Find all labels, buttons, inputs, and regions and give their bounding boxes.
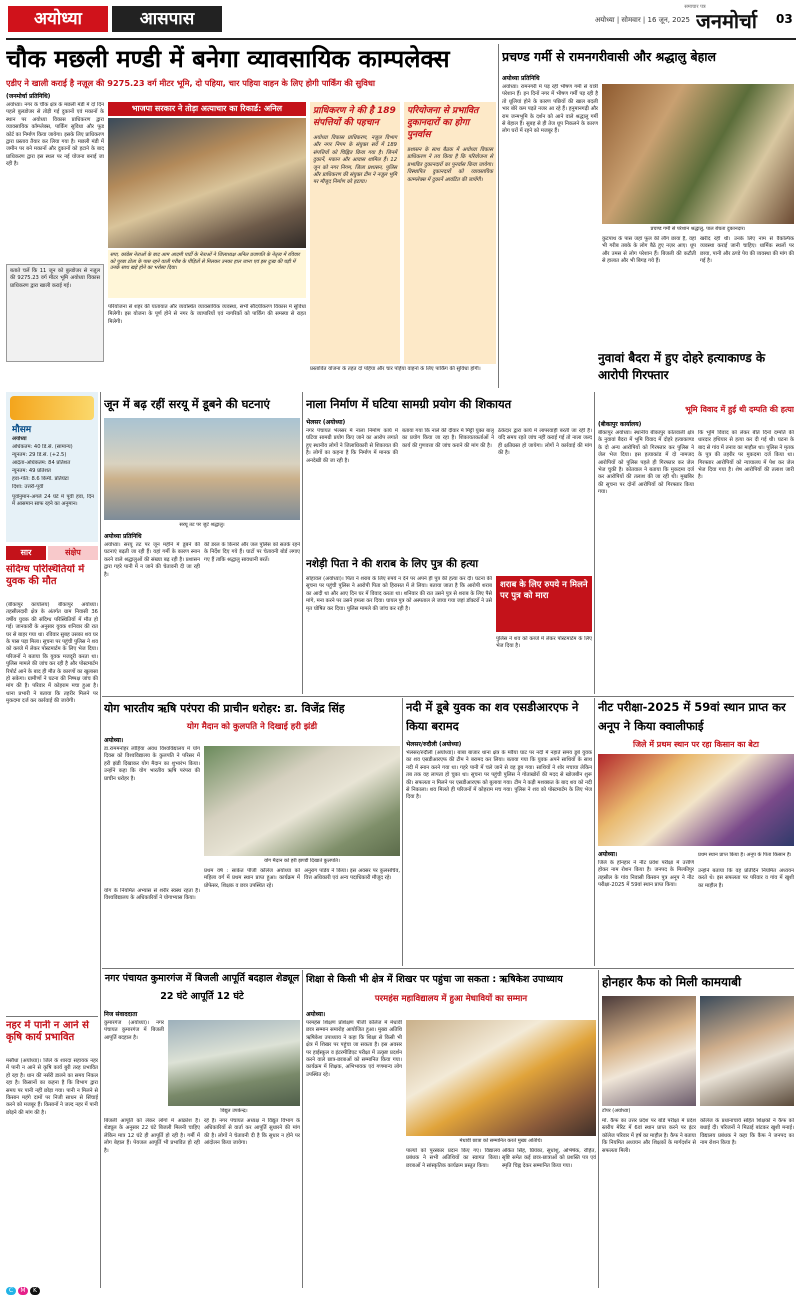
lead-photo-caption: सपा, कांग्रेस नेताओं के बाद आम आदमी पार्टी के नेताओं ने जिलाध्यक्ष अनिल प्रजापति के नेतृत्व में रविवार को पूरबा टोला के पास रहने वाली गरीब के पीड़ितों से मिलकर उनका हाल जाना एवं इस दुःख की घड़ी में उनके साथ खड़े होने का भरोसा दिया। <box>108 250 306 298</box>
briefs-tag-right: संक्षेप <box>48 546 98 560</box>
story-father-callout-text: शराब के लिए रुपये न मिलने पर पुत्र को मारा <box>500 580 588 601</box>
story-power-photo <box>168 1020 300 1106</box>
divider-mid2 <box>594 392 595 694</box>
masthead <box>0 0 800 40</box>
story-murder-col2: कि भूमि विवाद को लेकर बीते दिनों दम्पति की धारदार हथियार से हत्या कर दी गई थी। घटना के बाद से गांव में तनाव का माहौल था। पुलिस ने मृतक के पुत्र की तहरीर पर मुकदमा दर्ज किया था। गिरफ्तार आरोपियों को न्यायालय में पेश कर जेल भेज दिया गया है। शेष आरोपियों की तलाश जारी है। <box>698 430 794 481</box>
story-drain-col1: नगर पंचायत भेलसर में नाला निर्माण कार्य में घटिया सामग्री प्रयोग किए जाने का आरोप लगाते हुए स्थानीय लोगों ने जिलाधिकारी से शिकायत की है। लोगों का कहना है कि निर्माण में मानक की अनदेखी की जा रही है। <box>306 428 398 464</box>
story-education-headline: शिक्षा से किसी भी क्षेत्र में शिखर पर पहुंचा जा सकता : ऋषिकेश उपाध्याय <box>306 974 563 985</box>
story-heat-headline: प्रचण्ड गर्मी से रामनगरीवासी और श्रद्धालु बेहाल <box>502 49 716 64</box>
story-drown-headline: नदी में डूबे युवक का शव एसडीआरएफ ने किया बरामद <box>406 700 579 733</box>
lead-byline: (जनमोर्चा प्रतिनिधि) <box>6 93 51 100</box>
masthead-rule <box>6 38 796 40</box>
story-father-headline: नशेड़ी पिता ने की शराब के लिए पुत्र की हत्या <box>306 558 479 570</box>
briefs-tag <box>6 546 98 560</box>
divider-mid4 <box>594 698 595 966</box>
brief2-body: मसौधा (अयोध्या)। जिले के शारदा सहायक नहर में पानी न आने से कृषि कार्य बुरी तरह प्रभावित हो रहा है। धान की नर्सरी डालने का समय निकल रहा है। किसानों का कहना है कि विभाग द्वारा समय पर पानी नहीं छोड़ा गया। पानी न मिलने से किसान महंगे दामों पर निजी साधन से सिंचाई करने को मजबूर हैं। किसानों ने जल्द नहर में पानी छोड़ने की मांग की है। <box>6 1058 98 1116</box>
brief1-body: (बीकापुर कार्यालय) बीकापुर अयोध्या। तहसीलदारी क्षेत्र के अंतर्गत ग्राम निवासी 36 वर्षीय युवक की संदिग्ध परिस्थितियों में मौत हो गई। जानकारी के अनुसार युवक शनिवार की रात घर से बाहर गया था। रविवार सुबह उसका शव घर के पास पड़ा मिला। सूचना पर पहुंची पुलिस ने शव को कब्जे में लेकर पोस्टमार्टम के लिए भेज दिया। परिजनों ने बताया कि युवक मजदूरी करता था। पुलिस मामले की जांच कर रही है और पोस्टमार्टम रिपोर्ट आने के बाद ही मौत के कारणों का खुलासा हो सकेगा। ग्रामीणों ने घटना की निष्पक्ष जांच की मांग की है। परिवार में कोहराम मचा हुआ है। थाना प्रभारी ने बताया कि तहरीर मिलने पर मुकदमा दर्ज कर कार्रवाई की जायेगी। <box>6 602 98 705</box>
story-drain <box>306 392 592 552</box>
divider-mid1 <box>302 392 303 694</box>
divider-left <box>100 392 101 1288</box>
brief-divider <box>6 1016 98 1017</box>
divider-lead <box>498 44 499 388</box>
weather-box <box>6 392 98 542</box>
story-yoga-headline: योग भारतीय ऋषि परंपरा की प्राचीन धरोहर: डा. विजेंद्र सिंह <box>104 702 345 715</box>
lead-headline: चौक मछली मण्डी में बनेगा व्यावसायिक काम्पलेक्स <box>6 45 450 73</box>
story-power <box>104 970 300 1288</box>
print-mark-k: K <box>30 1287 40 1295</box>
lead-sidebox-1-title: प्राधिकरण ने की है 189 संपत्तियों की पहचान <box>313 106 396 128</box>
story-power-col1: कुमारगंज (अयोध्या)। नगर पंचायत कुमारगंज में बिजली आपूर्ति बदहाल है। <box>104 1020 164 1041</box>
story-father <box>306 554 592 694</box>
story-drain-headline: नाला निर्माण में घटिया सामग्री प्रयोग की शिकायत <box>306 397 512 411</box>
story-kaif-col1: मो. कैफ का उत्तर प्रदेश पर बोर्ड परीक्षा में प्रदेश स्तरीय मेरिट में 6वां स्थान प्राप्त करने पर इंटर कॉलेज परिवार में हर्ष का माहौल है। कैफ ने बताया कि नियमित अध्ययन और शिक्षकों के मार्गदर्शन से सफलता मिली। <box>602 1118 696 1154</box>
story-neet-byline: अयोध्या। <box>598 851 618 858</box>
weather-city: अयोध्या <box>12 436 27 442</box>
lead-photo <box>108 118 306 248</box>
story-drain-col2: बताया गया कि नाले की दीवार में मिट्टी युक्त बालू का प्रयोग किया जा रहा है। शिकायतकर्ताओं ने कार्य की गुणवत्ता की जांच कराने की मांग की है। <box>402 428 494 449</box>
story-saryu <box>104 392 300 694</box>
story-education-caption: मेधावी छात्रा को सम्मानित करते मुख्य अतिथि। <box>459 1138 543 1144</box>
story-heat-photo <box>602 84 794 224</box>
story-yoga-caption: योग मैदान को हरी झण्डी दिखाते कुलपति। <box>264 858 340 864</box>
story-education-subhead: परमहंस महाविद्यालय में हुआ मेधावियों का सम्मान <box>374 994 528 1004</box>
weather-min: न्यूनतम: 29 डि.से. (+2.5) <box>12 452 67 458</box>
dateline: अयोध्या | सोमवार | 16 जून, 2025 <box>594 16 690 24</box>
story-education-col2: पाल्यों को पुरस्कार प्रदान किए गए। विद्यालय प्रबंधक ने सभी अतिथियों का स्वागत किया। छात्राओं ने सांस्कृतिक कार्यक्रम प्रस्तुत किया। <box>406 1148 500 1169</box>
weather-max: अधिकतम: 40 डि.से. (सामान्य) <box>12 444 73 450</box>
story-murder-subhead: भूमि विवाद में हुई थी दम्पति की हत्या <box>685 405 794 414</box>
story-heat-caption: प्रचण्ड गर्मी से परेशान श्रद्धालु, पाल बेचता दुकानदार। <box>650 226 746 232</box>
story-heat-col3: खरीद रही थी। उनके लिए नाम से वैकल्पिक व्यवस्था कराई जानी चाहिए। धार्मिक स्थलों पर छाया, पानी और ठण्डे पेय की व्यवस्था की मांग की गई है। <box>700 236 794 265</box>
weather-wind: हवा-गति: 8.6 किमी. प्रतिघंटा <box>12 476 69 482</box>
lead-body-col2: परियोजना से शहर की यातायात और व्यवस्थित व्यावसायिक व्यवस्था, सभी सौंदर्यीकरण विकास में सुविधा मिलेगी। इस योजना के पूर्ण होने से नगर के व्यापारियों एवं नागरिकों को पार्किंग की समस्या से राहत मिलेगी। <box>108 304 306 325</box>
story-saryu-headline: जून में बढ़ रहीं सरयू में डूबने की घटनाएं <box>104 397 270 411</box>
story-neet-headline: नीट परीक्षा-2025 में 59वां स्थान प्राप्त कर अनूप ने किया क्वालीफाई <box>598 700 786 733</box>
divider-mid3 <box>402 698 403 966</box>
story-neet-caption: प्रथम स्थान प्राप्त किया है। अनूप के पिता किसान हैं। <box>698 852 792 858</box>
story-kaif-photo-2 <box>700 996 794 1106</box>
story-father-col2: पुलिस ने शव को कब्जे में लेकर पोस्टमार्टम के लिए भेज दिया है। <box>496 636 592 650</box>
story-kaif-headline: होनहार कैफ को मिली कामयाबी <box>602 975 742 989</box>
story-murder <box>598 350 794 694</box>
story-father-col1: सोहावल (अयोध्या)। पिता ने शराब के लिए रुपये न देने पर अपने ही पुत्र की हत्या कर दी। घटना की सूचना पर पहुंची पुलिस ने आरोपी पिता को हिरासत में ले लिया। बताया जाता है कि आरोपी शराब का आदी था और आए दिन घर में विवाद करता था। शनिवार की रात उसने पुत्र से शराब के लिए पैसे मांगे, मना करने पर उसने हमला कर दिया। घायल पुत्र को अस्पताल ले जाया गया जहां डॉक्टरों ने उसे मृत घोषित कर दिया। पुलिस मामले की जांच कर रही है। <box>306 576 492 612</box>
story-kaif-photo-1 <box>602 996 696 1106</box>
lead-story <box>6 42 496 388</box>
page-number: 03 <box>776 12 793 26</box>
lead-body-col3: प्रस्तावित योजना के तहत दो पहिया और चार पहिया वाहनों के लिए पार्किंग की सुविधा होगी। <box>310 366 481 372</box>
story-education-col3: अंकित सिंह, प्रियंका, सुधांशु, अभिषेक, रोहित, सृष्टि समेत कई छात्र-छात्राओं को प्रशस्ति पत्र एवं स्मृति चिह्न देकर सम्मानित किया गया। <box>502 1148 596 1169</box>
story-education-col1: परमहंस शिक्षण प्रशिक्षण पीजी कॉलेज में मेधावी छात्र सम्मान समारोह आयोजित हुआ। मुख्य अतिथि ऋषिकेश उपाध्याय ने कहा कि शिक्षा से किसी भी क्षेत्र में शिखर पर पहुंचा जा सकता है। इस अवसर पर हाईस्कूल व इंटरमीडिएट परीक्षा में उत्कृष्ट प्रदर्शन करने वाले छात्र-छात्राओं को सम्मानित किया गया। कार्यक्रम में शिक्षक, अभिभावक एवं गणमान्य लोग उपस्थित रहे। <box>306 1020 402 1078</box>
brand-logo: जनमोर्चा <box>696 9 757 33</box>
divider-mid6 <box>598 970 599 1288</box>
brief1-title: संदिग्ध परिस्थितियों में युवक की मौत <box>6 564 85 587</box>
story-power-col3: रहे हैं। नगर पंचायत अध्यक्ष ने विद्युत विभाग के अधिकारियों से वार्ता कर आपूर्ति सुधारने की मांग की है। लोगों ने चेतावनी दी है कि सुधार न होने पर आंदोलन किया जायेगा। <box>204 1118 300 1147</box>
story-murder-byline: (बीकापुर कार्यालय) <box>598 421 642 428</box>
lead-sidebox-2-text: प्रशासन के साथ बैठक में अयोध्या विकास प्राधिकरण ने तय किया है कि परियोजना से प्रभावित दुकानदारों का पुनर्वास किया जायेगा। विस्थापित दुकानदारों को व्यावसायिक काम्प्लेक्स में दुकानें आवंटित की जायेंगी। <box>407 147 493 183</box>
print-marks <box>6 1287 66 1295</box>
print-mark-m: M <box>18 1287 28 1295</box>
story-yoga-col2: योग के नियमित अभ्यास से शरीर स्वस्थ रहता है। विश्वविद्यालय के अधिकारियों ने योगाभ्यास किया। <box>104 888 200 902</box>
weather-title: मौसम <box>12 425 32 434</box>
lead-body-col1: अयोध्या। नगर के चौक क्षेत्र के मछली मंडी में दो दिन पहले बुलडोजर से तोड़ी गई दुकानों एवं मकानों के स्थान पर अयोध्या विकास प्राधिकरण द्वारा व्यावसायिक कॉम्प्लेक्स, पार्किंग सुविधा और फूड कोर्ट का निर्माण किया जायेगा। इसके लिए प्राधिकरण द्वारा प्रस्ताव तैयार कर लिया गया है। मछली मंडी में जमीन पर बने मकानों और दुकानों को हटाने के बाद प्राधिकरण द्वारा इस स्थल पर नई योजना बनाई जा रही है। <box>6 102 104 168</box>
story-kaif-col2: कॉलेज के प्रधानाचार्य सहित शिक्षकों ने कैफ को बधाई दी। परिजनों ने मिठाई बांटकर खुशी मनाई। विद्यालय प्रबंधक ने कहा कि कैफ ने जनपद का नाम रोशन किया है। <box>700 1118 794 1147</box>
story-yoga-col1: डा.राममनोहर लोहिया अवध विश्वविद्यालय में योग दिवस को विश्वविद्यालय के कुलपति ने परिसर में हरी झंडी दिखाकर योग मैदान का शुभारंभ किया। उन्होंने कहा कि योग भारतीय ऋषि परंपरा की प्राचीन धरोहर है। <box>104 746 200 782</box>
story-power-byline: निज संवाददाता <box>104 1011 138 1018</box>
story-heat-byline: अयोध्या प्रतिनिधि <box>502 75 540 82</box>
lead-sidebar-note <box>6 264 104 362</box>
story-neet <box>598 698 794 966</box>
brand-tagline: समाचार पत्र <box>684 4 706 10</box>
story-murder-col1: बीकापुर अयोध्या। स्थानीय बीकापुर कोतवाली क्षेत्र के नुवावां बैदरा में भूमि विवाद में दोहरे हत्याकाण्ड के दो अन्य आरोपियों को गिरफ्तार कर पुलिस ने जेल भेज दिया। इस हत्याकांड में दो नामजद आरोपियों को पुलिस पहले ही गिरफ्तार कर जेल भेज चुकी है। कोतवाल ने बताया कि मुकदमा दर्ज कर आरोपियों की तलाश की जा रही थी। मुखबिर की सूचना पर दोनों आरोपियों को गिरफ्तार किया गया। <box>598 430 694 496</box>
lead-sidebox-1 <box>310 102 400 364</box>
story-heat-col2: कुटपाथ के पास जहां फूल की लौंग छाया है, वहां भी गरीब तबके के लोग बैठे हुए नज़र आए। धूप और उमस से लोग परेशान हैं। बिजली की कटौती से हालात और भी बिगड़ गये हैं। <box>602 236 696 265</box>
story-drain-byline: भेलसर (अयोध्या) <box>306 419 346 426</box>
story-saryu-col2: की डरल के किनारे और जल पुलिस को सतर्क रहने के निर्देश दिए गये हैं। घाटों पर चेतावनी बोर्ड लगाए गए हैं ताकि श्रद्धालु सावधानी बरतें। <box>204 542 300 563</box>
story-father-callout <box>496 576 592 632</box>
story-yoga-col4: अनुराग पांडेय ने किया। इस अवसर पर कुलसचिव, वित्त अधिकारी एवं अन्य पदाधिकारी मौजूद रहे। <box>304 868 400 882</box>
brief2-title: नहर में पानी न आने से कृषि कार्य प्रभावित <box>6 1020 89 1043</box>
divider-row2 <box>102 696 794 697</box>
briefs-tag-left: सार <box>6 546 46 560</box>
story-neet-col2: उन्होंने बताया कि वह प्रतिदिन नियमित अध्ययन करते थे। इस सफलता पर परिवार व गांव में खुशी का माहौल है। <box>698 868 794 889</box>
story-drain-col3: ठेकेदार द्वारा कार्य में लापरवाही बरती जा रही है। यदि समय रहते जांच नहीं कराई गई तो नाला जल्द ही क्षतिग्रस्त हो जायेगा। लोगों ने कार्रवाई की मांग की है। <box>498 428 592 457</box>
story-yoga-photo <box>204 746 400 856</box>
story-education <box>306 970 596 1288</box>
section-left: अयोध्या <box>8 6 108 32</box>
story-drown-byline: भेलसर/रुदौली (अयोध्या) <box>406 741 462 748</box>
story-yoga-subhead: योग मैदान को कुलपति ने दिखाई हरी झंडी <box>186 722 318 732</box>
lead-photo-banner: भाजपा सरकार ने तोड़ा अत्याचार का रिकार्ड: अनिल <box>108 102 306 116</box>
story-education-byline: अयोध्या। <box>306 1011 326 1018</box>
section-right: आसपास <box>112 6 222 32</box>
story-yoga-byline: अयोध्या। <box>104 737 124 744</box>
story-neet-col1: जिले के होनहार ने नीट प्रवेश परीक्षा में उत्तीर्ण होकर नाम रोशन किया है। जनपद के मिल्कीपुर तहसील के गांव निवासी किसान पुत्र अनूप ने नीट परीक्षा-2025 में 59वां स्थान प्राप्त किया। <box>598 860 694 889</box>
lead-sidebar-text: बताते चलें कि 11 जून को बुल्डोजर से नज़ूल की 9275.23 वर्ग मीटर भूमि अयोध्या विकास प्राधिकरण द्वारा खाली कराई गई। <box>10 268 100 289</box>
story-drown <box>406 698 592 966</box>
story-saryu-caption: सरयू तट पर जुटे श्रद्धालु। <box>179 522 225 528</box>
lead-sidebox-2-title: परियोजना से प्रभावित दुकानदारों का होगा पुनर्वास <box>407 106 479 140</box>
story-education-photo <box>406 1020 596 1136</box>
weather-direction: दिशा: उत्तरी-पूर्वी <box>12 484 44 490</box>
story-saryu-byline: अयोध्या प्रतिनिधि <box>104 533 142 540</box>
briefs-column <box>6 546 98 1288</box>
story-saryu-col1: अयोध्या। सरयू तट पर जून महीने में डूबने की घटनाएं बढ़ती जा रही हैं। यहां गर्मी के कारण स्नान करने वाले श्रद्धालुओं की संख्या बढ़ रही है। प्रशासन द्वारा गहरे पानी में न जाने की चेतावनी दी जा रही है। <box>104 542 200 578</box>
story-power-caption: विद्युत उपकेन्द्र। <box>220 1108 248 1114</box>
story-neet-subhead: जिले में प्रथम स्थान पर रहा किसान का बेटा <box>633 740 759 749</box>
divider-row3 <box>102 968 794 969</box>
story-yoga <box>104 698 400 966</box>
story-power-headline: नगर पंचायत कुमारगंज में बिजली आपूर्ति बदहाल शेड्यूल 22 घंटे आपूर्ति 12 घंटे <box>104 973 300 1002</box>
divider-mid5 <box>302 970 303 1288</box>
weather-sun-icon <box>10 396 94 420</box>
story-murder-headline: नुवावां बैदरा में हुए दोहरे हत्याकाण्ड के आरोपी गिरफ्तार <box>598 351 766 382</box>
weather-humidity: आर्द्रता-अधिकतम: 84 प्रतिशत <box>12 460 71 466</box>
story-drown-col1: भेलसर/रुदौली (अयोध्या)। बाबा बाजार थाना क्षेत्र के मवैया घाट पर नदी में नहाते समय डूबे युवक का शव एसडीआरएफ की टीम ने बरामद कर लिया। बताया गया कि युवक अपने साथियों के साथ नदी में स्नान करने गया था। गहरे पानी में चले जाने से वह डूब गया। साथियों ने शोर मचाया लेकिन तब तक वह लापता हो चुका था। सूचना पर पहुंची पुलिस ने गोताखोरों की मदद से खोजबीन शुरू की। सफलता न मिलने पर एसडीआरएफ को बुलाया गया। टीम ने कड़ी मशक्कत के बाद शव को नदी से निकाला। शव मिलते ही परिजनों में कोहराम मच गया। पुलिस ने शव को पोस्टमार्टम के लिए भेज दिया है। <box>406 750 592 801</box>
story-kaif-caption: टॉपर (अयोध्या) <box>602 1108 631 1114</box>
story-heat <box>502 42 794 348</box>
story-yoga-col3: प्रथम वर्ष : साकेत पीजी कॉलेज अयोध्या को महिला वर्ग में प्रथम स्थान प्राप्त हुआ। कार्यक्रम में प्रोफेसर, शिक्षक व छात्र उपस्थित रहे। <box>204 868 300 889</box>
story-kaif <box>602 970 794 1288</box>
lead-sidebox-2 <box>404 102 496 364</box>
story-power-col2: बिजली आपूर्ति को लेकर लोगों में आक्रोश है। शेड्यूल के अनुसार 22 घंटे बिजली मिलनी चाहिए लेकिन मात्र 12 घंटे ही आपूर्ति हो रही है। गर्मी में लोग बेहाल हैं। पेयजल आपूर्ति भी प्रभावित हो रही है। <box>104 1118 200 1154</box>
story-heat-col1: अयोध्या। रामनगरी में पड़ रही भीषण गर्मी से यात्री परेशान हैं। इन दिनों नगर में भीषण गर्मी पड़ रही है तो धूलियां होने के कारण पछियों की खाल बदली भार बोरे कम पड़ते नजर आ रहे हैं। हनुमानगढ़ी और राम जन्मभूमि के दर्शन को आने वाले श्रद्धालु गर्मी से बेहाल हैं। सुबह से ही तेज धूप निकलने के कारण लोग घरों में रहने को मजबूर हैं। <box>502 84 598 135</box>
print-mark-c: C <box>6 1287 16 1295</box>
story-saryu-photo <box>104 418 300 520</box>
lead-subhead: एडीए ने खाली कराई है नज़ूल की 9275.23 वर्ग मीटर भूमि, दो पहिया, चार पहिया वाहन के लिए होगी पार्किंग की सुविधा <box>6 78 376 88</box>
weather-forecast: पूर्वानुमान-अगले 24 घंटे में पूर्वी हवा, दिन में आसमान साफ रहने का अनुमान। <box>12 494 94 508</box>
lead-sidebox-1-text: अयोध्या विकास प्राधिकरण, नज़ूल विभाग और नगर निगम के संयुक्त सर्वे में 189 संपत्तियों को चिह्नित किया गया है। जिनमें दुकानें, मकान और आवास शामिल हैं। 12 जून को नगर निगम, जिला प्रशासन, पुलिस और प्राधिकरण की संयुक्त टीम ने नज़ूल भूमि पर मौजूद निर्माण को हटाया। <box>313 135 397 186</box>
weather-humidity-min: न्यूनतम: 49 प्रतिशत <box>12 468 51 474</box>
story-neet-photo <box>598 754 794 846</box>
